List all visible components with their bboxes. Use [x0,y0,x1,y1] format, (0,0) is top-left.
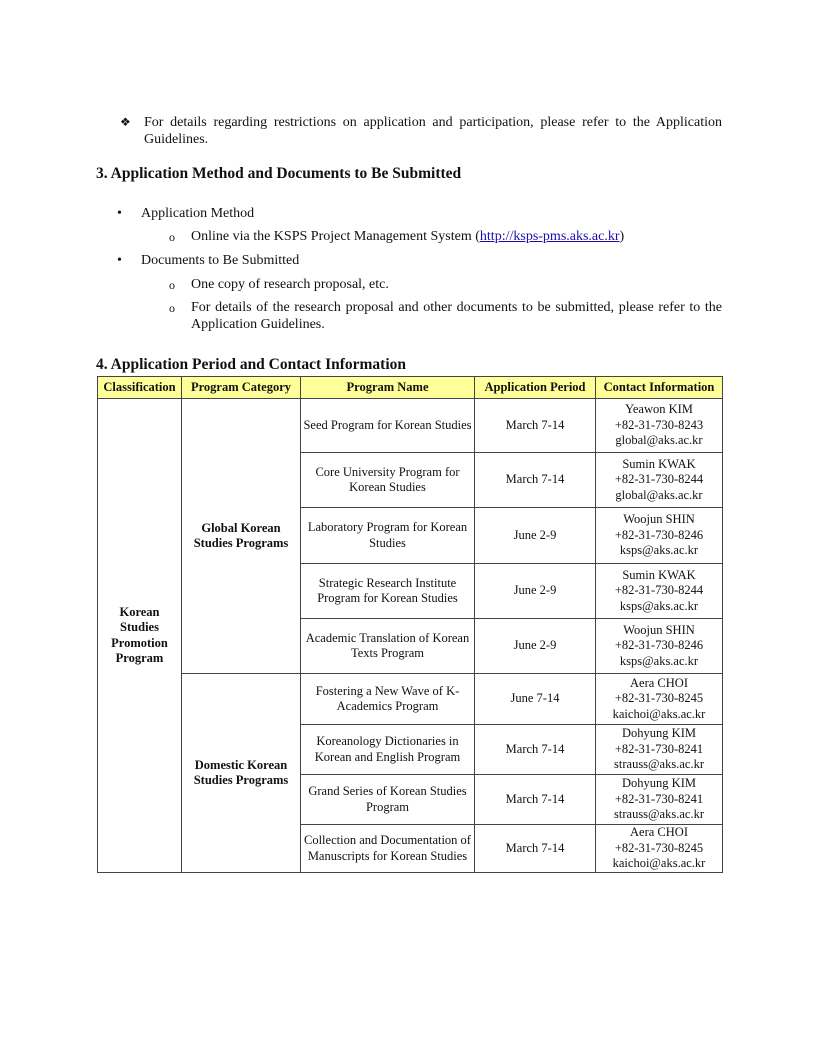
sub-item-text: One copy of research proposal, etc. [191,277,389,292]
contact-cell: Woojun SHIN +82-31-730-8246 ksps@aks.ac.kr [596,619,723,674]
sub-item-text: For details of the research proposal and other documents to be submitted, please refer to the Application Guidelines. [191,300,722,332]
program-name-cell: Seed Program for Korean Studies [301,399,475,453]
contact-cell: Yeawon KIM +82-31-730-8243 global@aks.ac.kr [596,399,723,453]
program-name-cell: Strategic Research Institute Program for Korean Studies [301,564,475,619]
table-row [98,399,723,453]
column-header: Program Name [301,377,475,399]
program-name-cell: Fostering a New Wave of K-Academics Program [301,674,475,725]
ksps-pms-link[interactable]: http://ksps-pms.aks.ac.kr [479,229,620,244]
program-name-cell: Laboratory Program for Korean Studies [301,508,475,564]
contact-cell: Dohyung KIM +82-31-730-8241 strauss@aks.ac.kr [596,775,723,825]
program-name-cell: Grand Series of Korean Studies Program [301,775,475,825]
column-header: Contact Information [596,377,723,399]
sub-list-item [169,299,722,333]
contact-cell: Dohyung KIM +82-31-730-8241 strauss@aks.ac.kr [596,725,723,775]
category-cell-global: Global Korean Studies Programs [182,399,301,674]
list-item [117,205,255,222]
column-header: Classification [98,377,182,399]
period-cell: June 2-9 [475,564,596,619]
sub-item-prefix: Online via the KSPS Project Management System ( [191,229,480,244]
circle-bullet-icon: o [169,301,175,315]
period-cell: March 7-14 [475,825,596,873]
section-heading-application-period: 4. Application Period and Contact Information [96,356,407,373]
bullet-dot-icon: • [117,253,122,268]
program-name-cell: Academic Translation of Korean Texts Program [301,619,475,674]
contact-cell: Aera CHOI +82-31-730-8245 kaichoi@aks.ac.kr [596,825,723,873]
circle-bullet-icon: o [169,230,175,244]
list-item-label: Application Method [141,206,255,221]
contact-table [97,376,723,873]
sub-list-item [169,228,625,245]
note-text: For details regarding restrictions on application and participation, please refer to the Application Guidelines. [144,115,722,147]
contact-cell: Aera CHOI +82-31-730-8245 kaichoi@aks.ac.kr [596,674,723,725]
period-cell: March 7-14 [475,775,596,825]
contact-cell: Woojun SHIN +82-31-730-8246 ksps@aks.ac.kr [596,508,723,564]
period-cell: June 7-14 [475,674,596,725]
period-cell: June 2-9 [475,619,596,674]
period-cell: June 2-9 [475,508,596,564]
circle-bullet-icon: o [169,278,175,292]
guidelines-note [118,114,722,148]
sub-item-suffix: ) [619,229,625,244]
column-header: Program Category [182,377,301,399]
contact-cell: Sumin KWAK +82-31-730-8244 global@aks.ac.kr [596,453,723,508]
list-item-label: Documents to Be Submitted [141,253,300,268]
period-cell: March 7-14 [475,399,596,453]
classification-cell: Korean Studies Promotion Program [98,399,182,873]
sub-list-item [169,276,389,293]
list-item [117,252,300,269]
diamond-bullet-icon: ❖ [120,115,131,129]
period-cell: March 7-14 [475,453,596,508]
program-name-cell: Koreanology Dictionaries in Korean and English Program [301,725,475,775]
table-header-row [98,377,723,399]
contact-cell: Sumin KWAK +82-31-730-8244 ksps@aks.ac.kr [596,564,723,619]
category-cell-domestic: Domestic Korean Studies Programs [182,674,301,873]
period-cell: March 7-14 [475,725,596,775]
program-name-cell: Collection and Documentation of Manuscripts for Korean Studies [301,825,475,873]
program-name-cell: Core University Program for Korean Studies [301,453,475,508]
table-row [98,674,723,725]
section-heading-application-method: 3. Application Method and Documents to Be Submitted [96,165,462,182]
bullet-dot-icon: • [117,206,122,221]
column-header: Application Period [475,377,596,399]
